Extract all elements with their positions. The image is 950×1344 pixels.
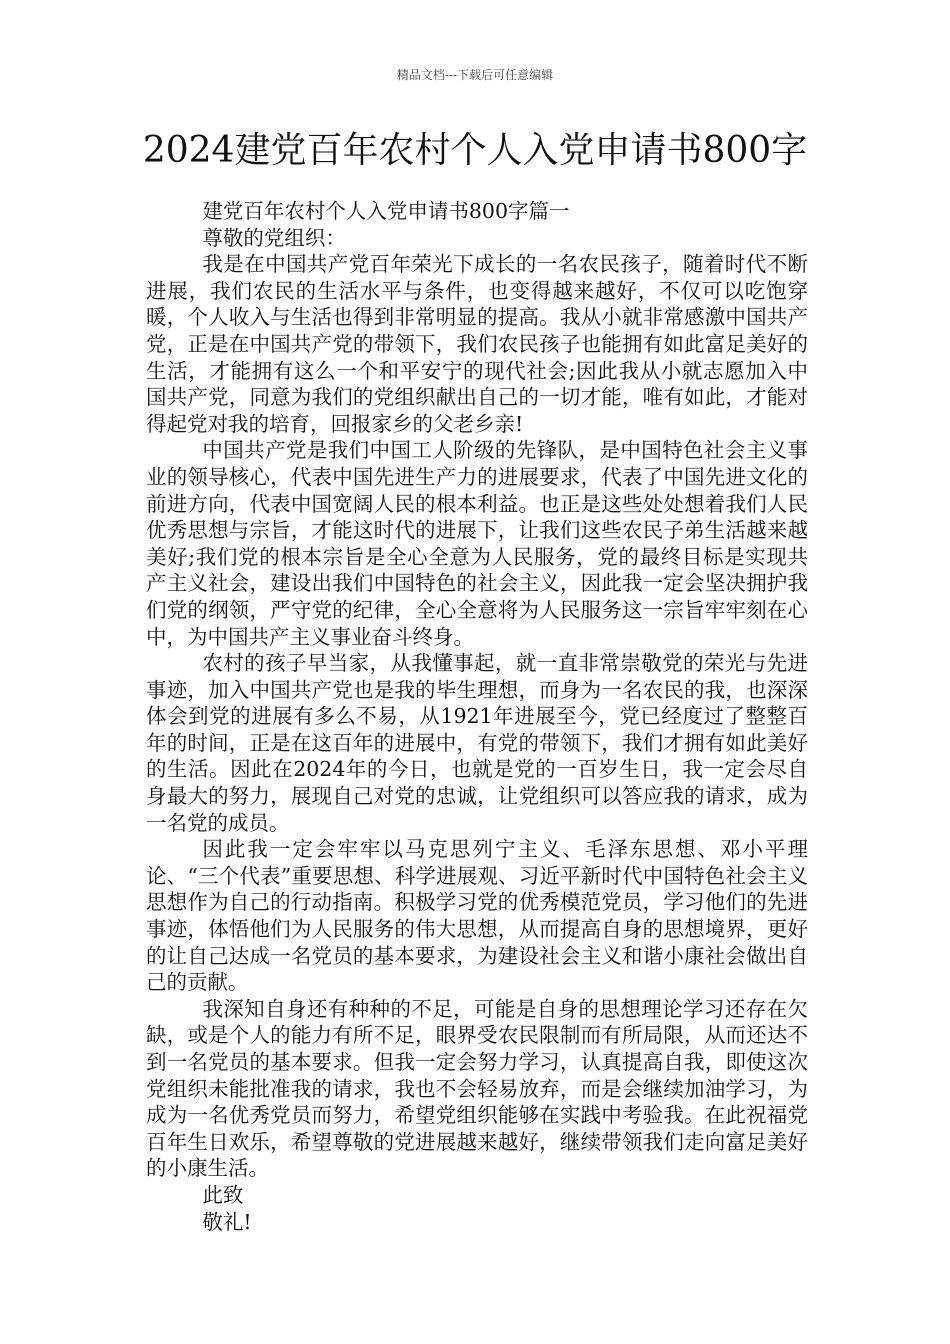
closing-regards: 敬礼! xyxy=(202,1209,252,1234)
salutation: 尊敬的党组织： xyxy=(202,225,346,250)
body-paragraph: 中国共产党是我们中国工人阶级的先锋队，是中国特色社会主义事业的领导核心，代表中国先进生产力的进展要求，代表了中国先进文化的前进方向，代表中国宽阔人民的根本利益。也正是这些处处想着我们人民优秀思想与宗旨，才能这时代的进展下，让我们这些农民子弟生活越来越美好;我们党的根本宗旨是全心全意为人民服务，党的最终目标是实现共产主义社会，建设出我们中国特色的社会主义，因此我一定会坚决拥护我们党的纲领，严守党的纪律，全心全意将为人民服务这一宗旨牢牢刻在心中，为中国共产主义事业奋斗终身。 xyxy=(146,438,808,649)
page-header: 精品文档---下载后可任意编辑 xyxy=(396,68,554,82)
document-title: 2024建党百年农村个人入党申请书800字 xyxy=(142,130,808,171)
body-paragraph: 我是在中国共产党百年荣光下成长的一名农民孩子，随着时代不断进展，我们农民的生活水平与条件，也变得越来越好，不仅可以吃饱穿暖，个人收入与生活也得到非常明显的提高。我从小就非常感激中国共产党，正是在中国共产党的带领下，我们农民孩子也能拥有如此富足美好的生活，才能拥有这么一个和平安宁的现代社会;因此我从小就志愿加入中国共产党，同意为我们的党组织献出自己的一切才能，唯有如此，才能对得起党对我的培育，回报家乡的父老乡亲! xyxy=(146,252,808,436)
section-subtitle: 建党百年农村个人入党申请书800字篇一 xyxy=(202,199,570,223)
body-paragraph: 我深知自身还有种种的不足，可能是自身的思想理论学习还存在欠缺，或是个人的能力有所不足，眼界受农民限制而有所局限，从而还达不到一名党员的基本要求。但我一定会努力学习，认真提高自我，即使这次党组织未能批准我的请求，我也不会轻易放弃，而是会继续加油学习，为成为一名优秀党员而努力，希望党组织能够在实践中考验我。在此祝福党百年生日欢乐，希望尊敬的党进展越来越好，继续带领我们走向富足美好的小康生活。 xyxy=(146,996,808,1181)
body-paragraph: 农村的孩子早当家，从我懂事起，就一直非常崇敬党的荣光与先进事迹，加入中国共产党也是我的毕生理想，而身为一名农民的我，也深深体会到党的进展有多么不易，从1921年进展至今，党已经度过了整整百年的时间，正是在这百年的进展中，有党的带领下，我们才拥有如此美好的生活。因此在2024年的今日，也就是党的一百岁生日，我一定会尽自身最大的努力，展现自己对党的忠诚，让党组织可以答应我的请求，成为一名党的成员。 xyxy=(146,651,808,835)
closing-line: 此致 xyxy=(202,1182,244,1207)
body-paragraph: 因此我一定会牢牢以马克思列宁主义、毛泽东思想、邓小平理论、“三个代表”重要思想、科学进展观、习近平新时代中国特色社会主义思想作为自己的行动指南。积极学习党的优秀模范党员，学习他们的先进事迹，体悟他们为人民服务的伟大思想，从而提高自身的思想境界，更好的让自己达成一名党员的基本要求，为建设社会主义和谐小康社会做出自己的贡献。 xyxy=(146,837,808,995)
document-body xyxy=(146,198,808,1235)
